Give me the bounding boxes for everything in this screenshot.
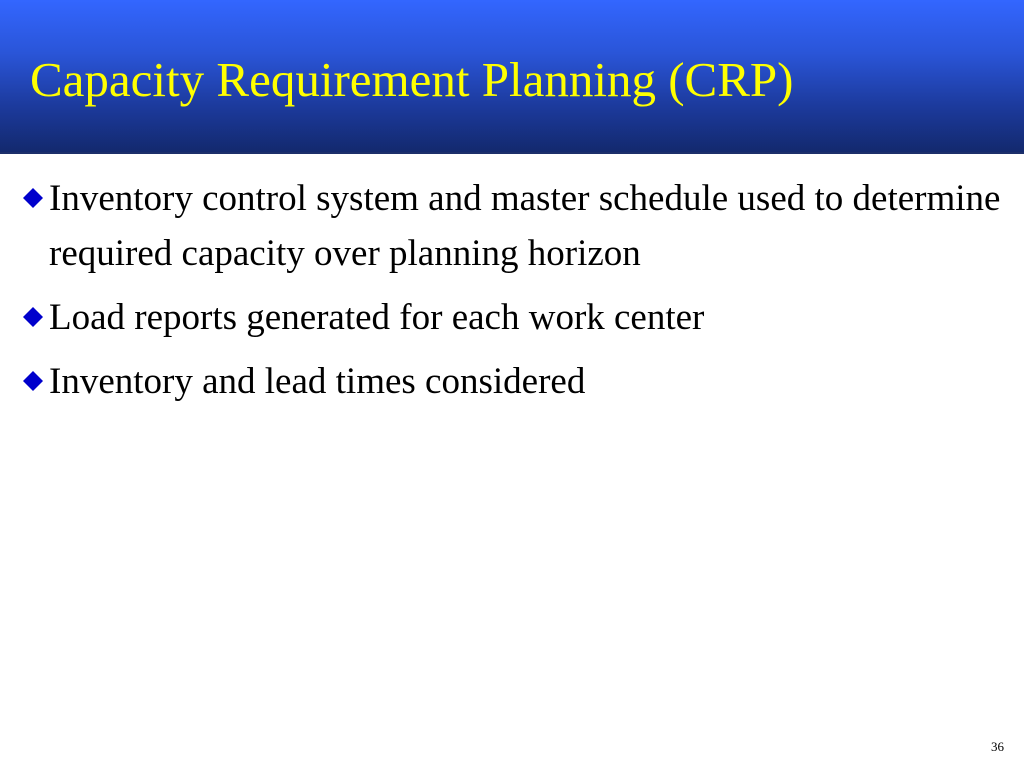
bullet-text: Inventory control system and master schedule used to determine required capacity over planning horizon [49,178,1001,274]
bullet-item [14,171,1004,281]
page-number: 36 [991,739,1004,754]
bullet-item [14,290,1004,345]
title-divider [0,152,1024,154]
bullet-list [14,171,1004,418]
diamond-bullet-icon [22,187,44,209]
bullet-text: Load reports generated for each work center [49,297,705,338]
bullet-text: Inventory and lead times considered [49,361,586,402]
bullet-item [14,354,1004,409]
slide-title: Capacity Requirement Planning (CRP) [30,52,794,107]
diamond-bullet-icon [22,370,44,392]
diamond-bullet-icon [22,306,44,328]
title-banner [0,0,1024,152]
